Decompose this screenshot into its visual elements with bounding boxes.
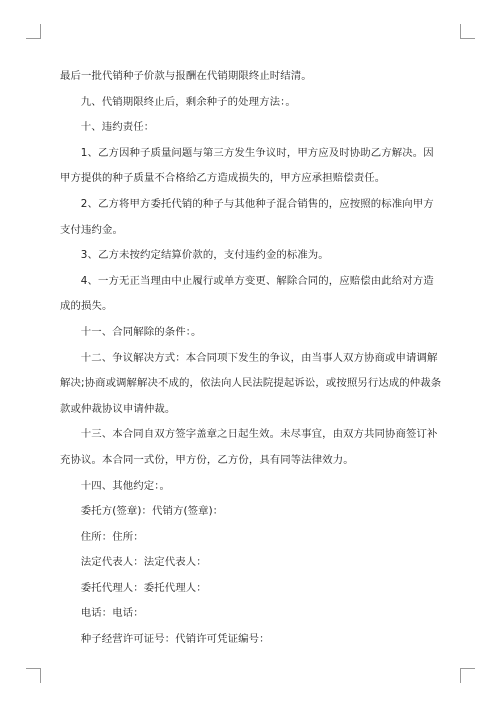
paragraph-settlement-clause: 最后一批代销种子价款与报酬在代销期限终止时结清。 — [60, 70, 312, 82]
crop-mark-top-right — [460, 24, 475, 39]
crop-mark-bottom-right — [460, 668, 475, 683]
document-body — [60, 64, 444, 653]
signature-line-phone: 电话：电话： — [80, 607, 144, 620]
crop-mark-top-left — [26, 24, 41, 39]
signature-line-agent: 委托代理人：委托代理人： — [80, 581, 207, 594]
signature-line-license: 种子经营许可证号：代销许可凭证编号： — [80, 633, 270, 646]
paragraph-liability-4: 4、一方无正当理由中止履行或单方变更、解除合同的，应赔偿由此给对方造成的损失。 — [60, 274, 434, 313]
paragraph-liability-1: 1、乙方因种子质量问题与第三方发生争议时，甲方应及时协助乙方解决。因甲方提供的种子质量不合格给乙方造成损失的，甲方应承担赔偿责任。 — [60, 146, 434, 185]
paragraph-section-12: 十二、争议解决方式：本合同项下发生的争议，由当事人双方协商或申请调解解决;协商或调解解决不成的，依法向人民法院提起诉讼，或按照另行达成的仲裁条款或仲裁协议申请仲裁。 — [60, 351, 442, 415]
paragraph-section-9: 九、代销期限终止后，剩余种子的处理方法：。 — [80, 95, 296, 108]
paragraph-section-13: 十三、本合同自双方签字盖章之日起生效。未尽事宜，由双方共同协商签订补充协议。本合同一式份，甲方份，乙方份，具有同等法律效力。 — [60, 428, 438, 466]
paragraph-section-10-heading: 十、违约责任： — [80, 121, 155, 134]
paragraph-liability-3: 3、乙方未按约定结算价款的，支付违约金的标准为。 — [80, 249, 329, 262]
paragraph-section-11: 十一、合同解除的条件：。 — [80, 325, 202, 338]
crop-mark-bottom-left — [26, 668, 41, 683]
signature-line-parties: 委托方(签章)：代销方(签章)： — [80, 505, 224, 518]
signature-line-address: 住所：住所： — [80, 530, 144, 543]
signature-line-legal-rep: 法定代表人：法定代表人： — [80, 556, 207, 569]
paragraph-section-14: 十四、其他约定：。 — [80, 479, 171, 492]
paragraph-liability-2: 2、乙方将甲方委托代销的种子与其他种子混合销售的，应按照的标准向甲方支付违约金。 — [60, 197, 434, 236]
